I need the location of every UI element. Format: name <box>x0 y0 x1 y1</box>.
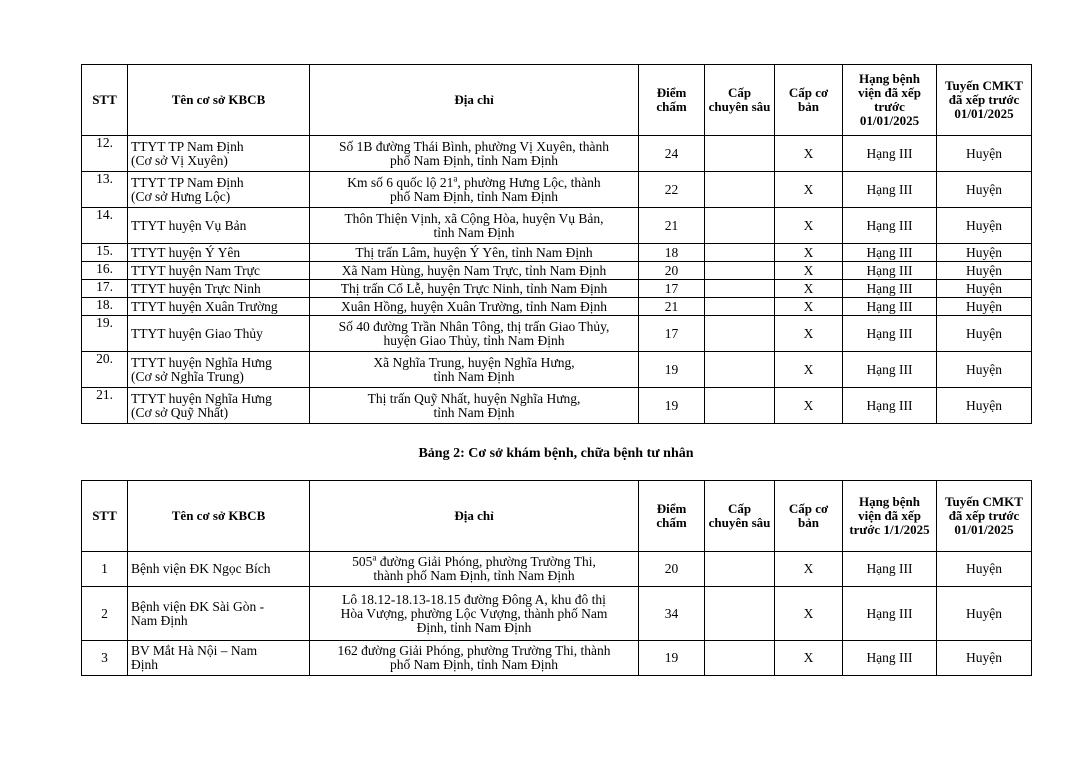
cell-route: Huyện <box>937 136 1032 172</box>
cell-route: Huyện <box>937 552 1032 587</box>
table-row <box>82 136 1032 172</box>
cell-route: Huyện <box>937 244 1032 262</box>
cell-rank: Hạng III <box>843 316 937 352</box>
cell-score: 17 <box>639 280 705 298</box>
header-score: Điểm chấm <box>639 481 705 552</box>
cell-name: TTYT huyện Xuân Trường <box>128 298 310 316</box>
cell-score: 21 <box>639 208 705 244</box>
cell-address <box>310 172 639 208</box>
name-line: Nam Định <box>131 612 188 628</box>
header-basic-level: Cấp cơ bản <box>775 65 843 136</box>
address-line <box>313 173 635 190</box>
cell-basic-level: X <box>775 352 843 388</box>
cell-address <box>310 316 639 352</box>
table-row <box>82 298 1032 316</box>
header-route: Tuyến CMKT đã xếp trước 01/01/2025 <box>937 65 1032 136</box>
table-row <box>82 388 1032 424</box>
cell-deep-level <box>705 552 775 587</box>
cell-address <box>310 641 639 676</box>
table2-caption: Bảng 2: Cơ sở khám bệnh, chữa bệnh tư nhân <box>418 446 694 461</box>
address-line: phố Nam Định, tỉnh Nam Định <box>390 657 558 672</box>
cell-deep-level <box>705 587 775 641</box>
cell-basic-level: X <box>775 262 843 280</box>
cell-address: Thị trấn Cổ Lễ, huyện Trực Ninh, tỉnh Nam Định <box>310 280 639 298</box>
header-stt: STT <box>82 481 128 552</box>
cell-address: Xuân Hồng, huyện Xuân Trường, tỉnh Nam Định <box>310 298 639 316</box>
table-row <box>82 641 1032 676</box>
cell-basic-level: X <box>775 280 843 298</box>
name-line: TTYT huyện Nghĩa Hưng <box>131 390 272 406</box>
cell-basic-level: X <box>775 298 843 316</box>
cell-deep-level <box>705 388 775 424</box>
cell-deep-level <box>705 208 775 244</box>
address-line: huyện Giao Thủy, tỉnh Nam Định <box>383 332 565 348</box>
address-line: Số 1B đường Thái Bình, phường Vị Xuyên, thành <box>339 138 609 154</box>
cell-route: Huyện <box>937 587 1032 641</box>
header-route: Tuyến CMKT đã xếp trước 01/01/2025 <box>937 481 1032 552</box>
cell-stt: 2 <box>82 587 128 641</box>
address-superscript: a <box>372 552 377 563</box>
name-line: TTYT TP Nam Định <box>131 174 244 190</box>
cell-name <box>128 352 310 388</box>
address-line: tỉnh Nam Định <box>433 404 515 420</box>
cell-score: 34 <box>639 587 705 641</box>
cell-stt: 15. <box>82 244 128 262</box>
header-deep-level: Cấp chuyên sâu <box>705 481 775 552</box>
cell-address: Thị trấn Lâm, huyện Ý Yên, tỉnh Nam Định <box>310 244 639 262</box>
address-line: Xã Nghĩa Trung, huyện Nghĩa Hưng, <box>373 354 575 370</box>
cell-route: Huyện <box>937 388 1032 424</box>
cell-rank: Hạng III <box>843 641 937 676</box>
cell-stt: 14. <box>82 208 128 244</box>
cell-rank: Hạng III <box>843 262 937 280</box>
cell-name: TTYT huyện Giao Thủy <box>128 316 310 352</box>
cell-route: Huyện <box>937 352 1032 388</box>
cell-deep-level <box>705 352 775 388</box>
cell-basic-level: X <box>775 136 843 172</box>
address-superscript: a <box>453 173 458 183</box>
table-public-facilities <box>81 64 1032 424</box>
cell-basic-level: X <box>775 172 843 208</box>
address-line: Thôn Thiện Vịnh, xã Cộng Hòa, huyện Vụ Bản, <box>344 210 604 226</box>
header-name: Tên cơ sở KBCB <box>128 65 310 136</box>
cell-deep-level <box>705 641 775 676</box>
address-text: 505 <box>352 554 373 569</box>
cell-deep-level <box>705 316 775 352</box>
cell-stt: 1 <box>82 552 128 587</box>
cell-score: 19 <box>639 641 705 676</box>
address-line: tỉnh Nam Định <box>433 224 515 240</box>
cell-stt: 20. <box>82 352 128 388</box>
cell-basic-level: X <box>775 388 843 424</box>
cell-stt: 19. <box>82 316 128 352</box>
cell-score: 18 <box>639 244 705 262</box>
cell-route: Huyện <box>937 280 1032 298</box>
name-line: TTYT TP Nam Định <box>131 138 244 154</box>
table-row <box>82 352 1032 388</box>
name-line: BV Mắt Hà Nội – Nam <box>131 643 258 658</box>
header-deep-level: Cấp chuyên sâu <box>705 65 775 136</box>
address-line: Định, tỉnh Nam Định <box>416 619 532 635</box>
cell-rank: Hạng III <box>843 298 937 316</box>
header-basic-level: Cấp cơ bản <box>775 481 843 552</box>
cell-route: Huyện <box>937 262 1032 280</box>
address-line: thành phố Nam Định, tỉnh Nam Định <box>373 568 575 583</box>
table-row <box>82 172 1032 208</box>
header-rank: Hạng bệnh viện đã xếp trước 01/01/2025 <box>843 65 937 136</box>
cell-name <box>128 388 310 424</box>
cell-route: Huyện <box>937 208 1032 244</box>
cell-stt: 16. <box>82 262 128 280</box>
address-line: Số 40 đường Trần Nhân Tông, thị trấn Giao Thủy, <box>338 318 610 334</box>
cell-basic-level: X <box>775 587 843 641</box>
cell-name <box>128 641 310 676</box>
cell-deep-level <box>705 280 775 298</box>
name-line: (Cơ sở Hưng Lộc) <box>131 188 231 204</box>
table-private-facilities <box>81 480 1032 676</box>
cell-address: Xã Nam Hùng, huyện Nam Trực, tỉnh Nam Định <box>310 262 639 280</box>
address-line <box>313 552 635 569</box>
cell-address <box>310 136 639 172</box>
address-line: phố Nam Định, tỉnh Nam Định <box>390 188 558 204</box>
cell-score: 19 <box>639 388 705 424</box>
cell-rank: Hạng III <box>843 280 937 298</box>
cell-rank: Hạng III <box>843 136 937 172</box>
cell-name: TTYT huyện Nam Trực <box>128 262 310 280</box>
cell-route: Huyện <box>937 316 1032 352</box>
cell-rank: Hạng III <box>843 352 937 388</box>
cell-name <box>128 172 310 208</box>
cell-basic-level: X <box>775 208 843 244</box>
table-header-row <box>82 65 1032 136</box>
cell-stt: 17. <box>82 280 128 298</box>
address-line: tỉnh Nam Định <box>433 368 515 384</box>
cell-stt: 12. <box>82 136 128 172</box>
cell-stt: 3 <box>82 641 128 676</box>
table-header-row <box>82 481 1032 552</box>
table-row <box>82 316 1032 352</box>
table-row <box>82 280 1032 298</box>
cell-route: Huyện <box>937 641 1032 676</box>
cell-name <box>128 587 310 641</box>
cell-route: Huyện <box>937 172 1032 208</box>
cell-deep-level <box>705 298 775 316</box>
name-line: (Cơ sở Quỹ Nhất) <box>131 404 229 420</box>
header-address: Địa chỉ <box>310 481 639 552</box>
cell-rank: Hạng III <box>843 172 937 208</box>
cell-deep-level <box>705 262 775 280</box>
header-address: Địa chỉ <box>310 65 639 136</box>
header-name: Tên cơ sở KBCB <box>128 481 310 552</box>
cell-address <box>310 587 639 641</box>
table-row <box>82 208 1032 244</box>
cell-stt: 21. <box>82 388 128 424</box>
cell-deep-level <box>705 244 775 262</box>
cell-name <box>128 136 310 172</box>
cell-score: 20 <box>639 262 705 280</box>
cell-score: 24 <box>639 136 705 172</box>
cell-basic-level: X <box>775 244 843 262</box>
header-stt: STT <box>82 65 128 136</box>
cell-basic-level: X <box>775 316 843 352</box>
cell-basic-level: X <box>775 641 843 676</box>
cell-name: Bệnh viện ĐK Ngọc Bích <box>128 552 310 587</box>
cell-score: 21 <box>639 298 705 316</box>
name-line: (Cơ sở Nghĩa Trung) <box>131 368 244 384</box>
address-line: Thị trấn Quỹ Nhất, huyện Nghĩa Hưng, <box>367 390 581 406</box>
cell-address <box>310 208 639 244</box>
cell-name: TTYT huyện Trực Ninh <box>128 280 310 298</box>
cell-deep-level <box>705 136 775 172</box>
cell-address <box>310 552 639 587</box>
address-line: Lô 18.12-18.13-18.15 đường Đông A, khu đô thị <box>342 591 606 607</box>
name-line: Định <box>131 657 158 672</box>
address-line: 162 đường Giải Phóng, phường Trường Thi, thành <box>337 643 611 658</box>
cell-rank: Hạng III <box>843 244 937 262</box>
name-line: TTYT huyện Nghĩa Hưng <box>131 354 272 370</box>
table-row <box>82 552 1032 587</box>
name-line: (Cơ sở Vị Xuyên) <box>131 152 228 168</box>
table-row <box>82 587 1032 641</box>
cell-deep-level <box>705 172 775 208</box>
cell-stt: 18. <box>82 298 128 316</box>
cell-rank: Hạng III <box>843 552 937 587</box>
cell-score: 22 <box>639 172 705 208</box>
cell-stt: 13. <box>82 172 128 208</box>
address-text: , phường Hưng Lộc, thành <box>457 174 601 190</box>
cell-rank: Hạng III <box>843 388 937 424</box>
table-row <box>82 244 1032 262</box>
header-score: Điểm chấm <box>639 65 705 136</box>
cell-score: 17 <box>639 316 705 352</box>
table-row <box>82 262 1032 280</box>
cell-rank: Hạng III <box>843 208 937 244</box>
header-rank: Hạng bệnh viện đã xếp trước 1/1/2025 <box>843 481 937 552</box>
name-line: Bệnh viện ĐK Sài Gòn - <box>131 598 265 614</box>
address-line: Hòa Vượng, phường Lộc Vượng, thành phố Nam <box>340 605 608 621</box>
address-text: đường Giải Phóng, phường Trường Thi, <box>376 554 596 569</box>
cell-basic-level: X <box>775 552 843 587</box>
address-text: Km số 6 quốc lộ 21 <box>347 174 454 190</box>
cell-address <box>310 388 639 424</box>
cell-route: Huyện <box>937 298 1032 316</box>
cell-address <box>310 352 639 388</box>
address-line: phố Nam Định, tỉnh Nam Định <box>390 152 558 168</box>
cell-score: 20 <box>639 552 705 587</box>
cell-name: TTYT huyện Ý Yên <box>128 244 310 262</box>
cell-rank: Hạng III <box>843 587 937 641</box>
cell-name: TTYT huyện Vụ Bản <box>128 208 310 244</box>
cell-score: 19 <box>639 352 705 388</box>
